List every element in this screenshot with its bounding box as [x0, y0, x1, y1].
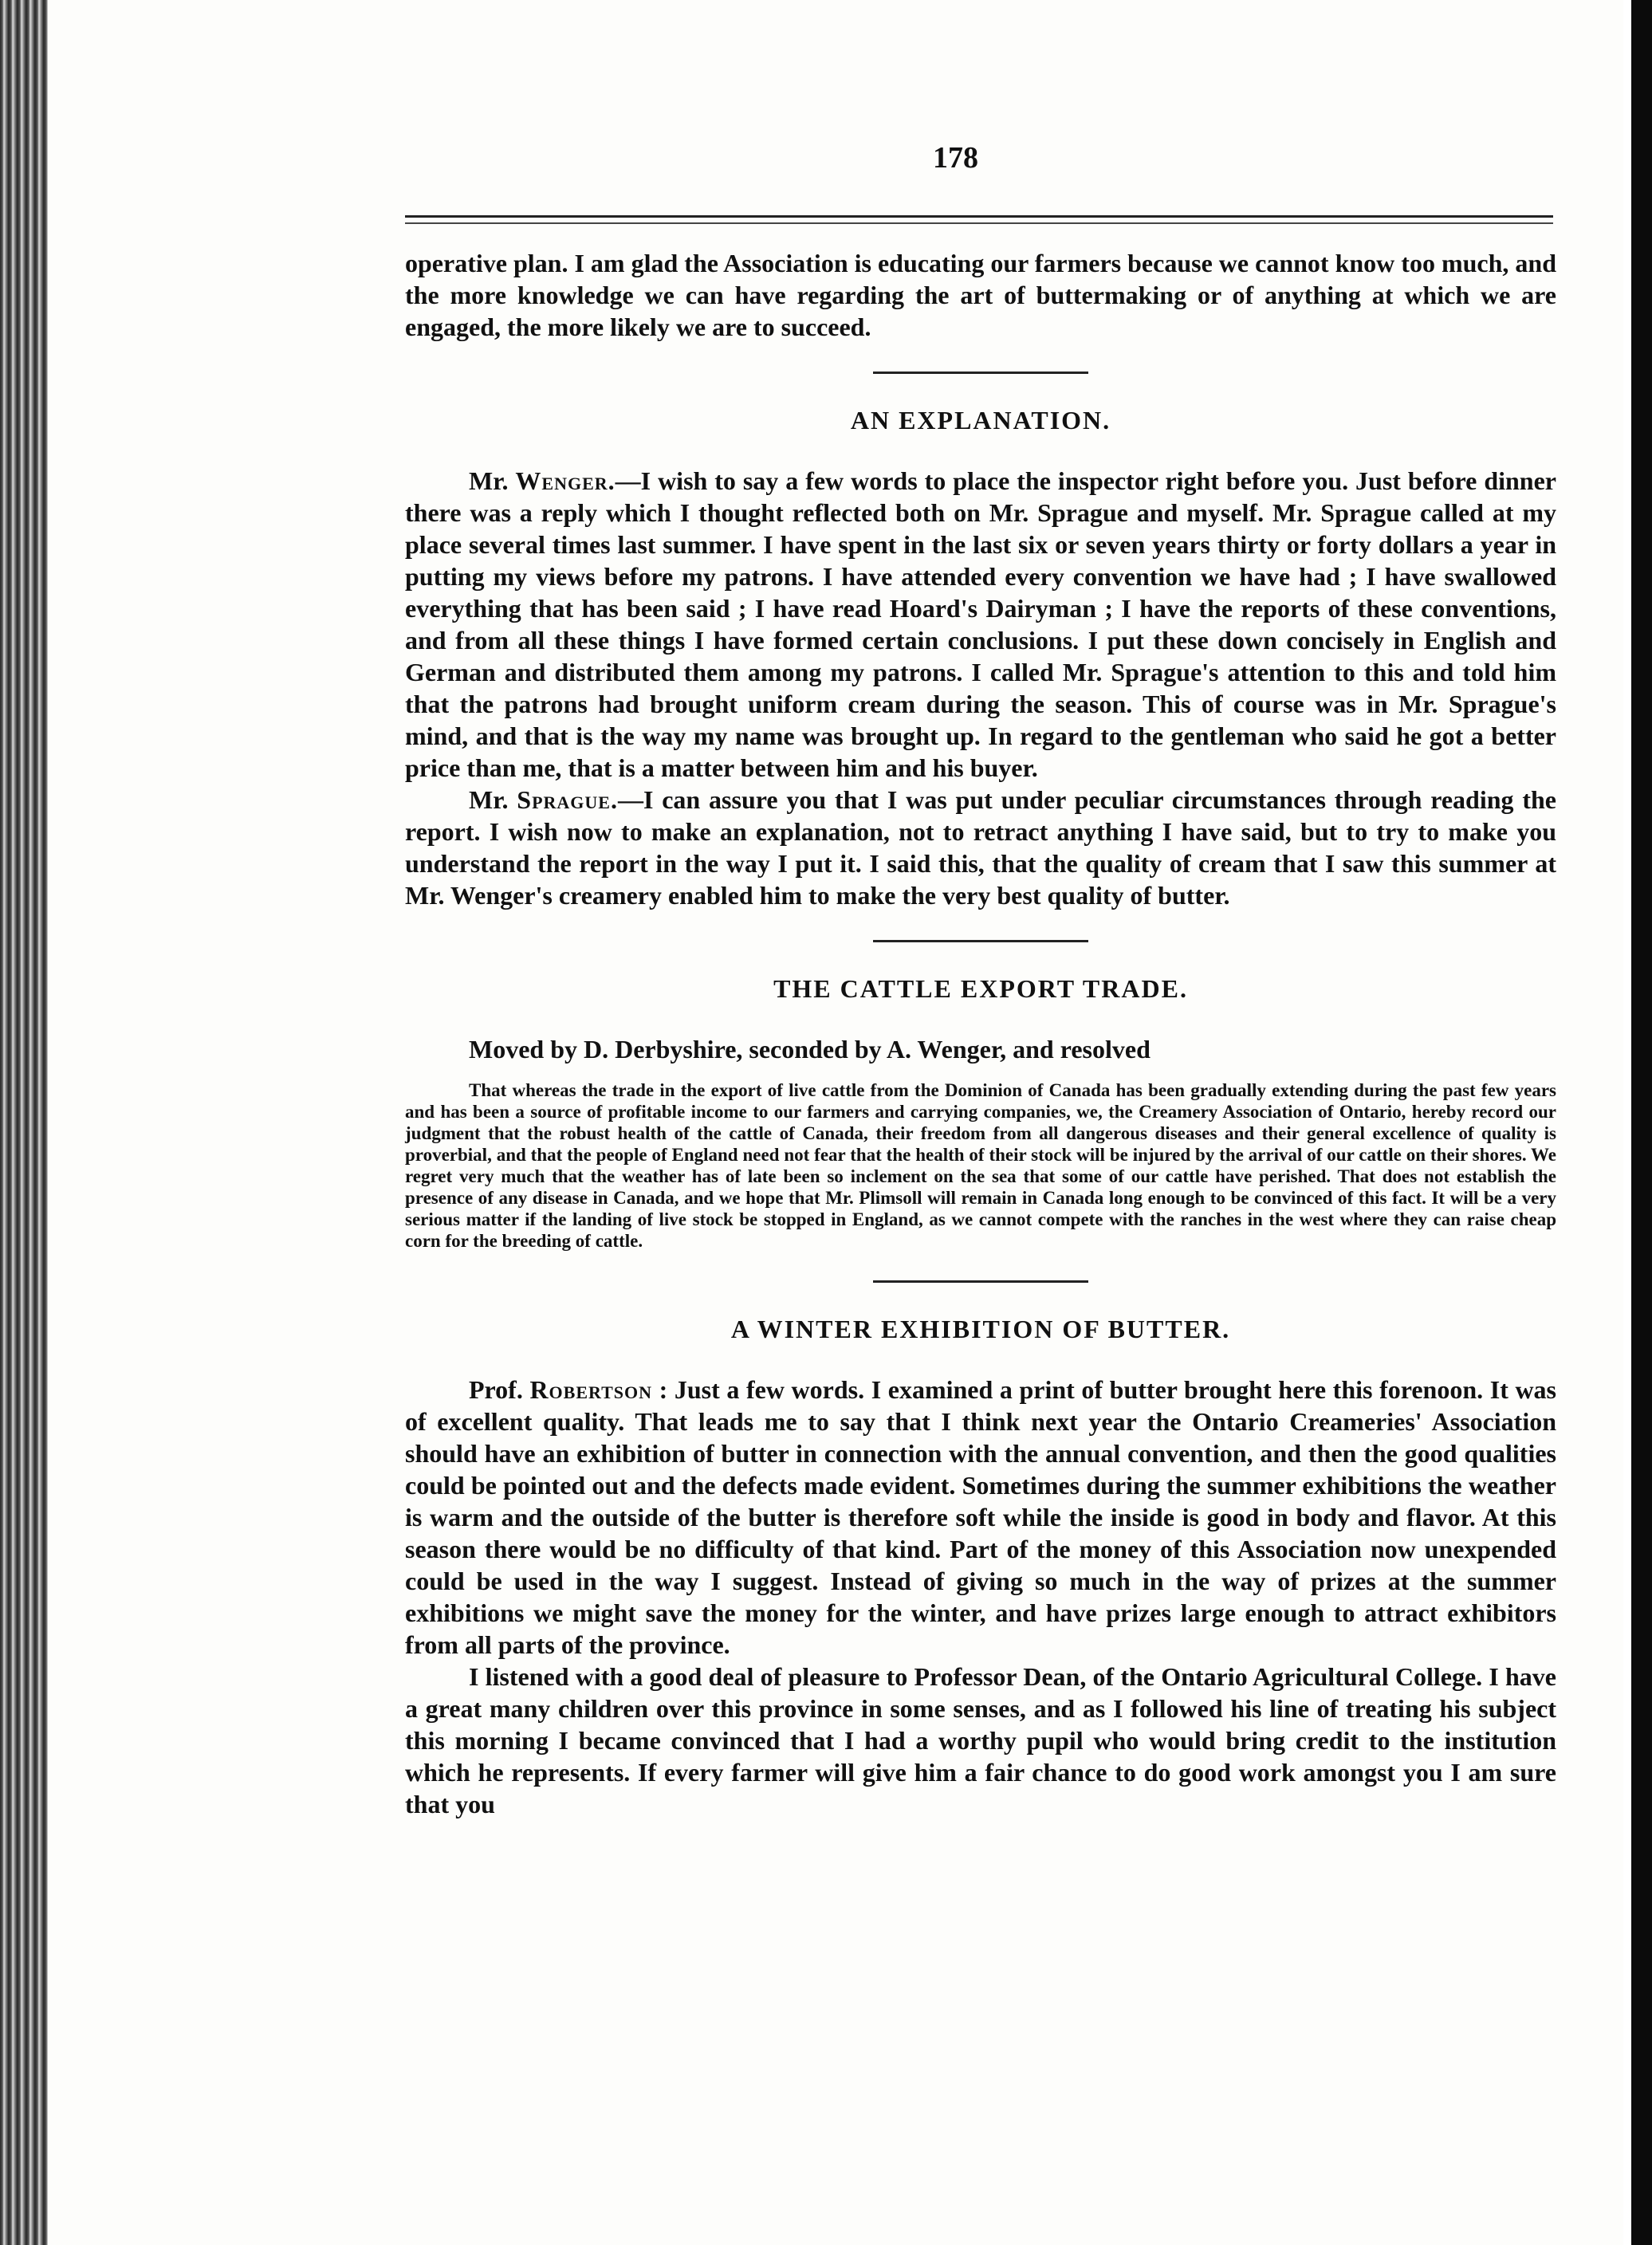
header-double-rule — [405, 215, 1553, 224]
speaker-name: Sprague. — [517, 785, 618, 814]
section-heading-cattle-export: THE CATTLE EXPORT TRADE. — [773, 974, 1188, 1003]
section-divider — [873, 1280, 1088, 1283]
paragraph-text: —I can assure you that I was put under peculiar circumstances through reading the report. I wish now to make an explanation, not to retract anything I have said, but to try to make you understand the report in the way I put it. I said this, that the quality of cream that I saw this summer at Mr. Wenger's creamery enabled him to make the very best quality of butter. — [405, 785, 1557, 910]
section-heading-winter-exhibition: A WINTER EXHIBITION OF BUTTER. — [730, 1315, 1231, 1343]
section-divider — [873, 940, 1088, 942]
speaker-prefix: Mr. — [469, 466, 516, 495]
sprague-paragraph — [405, 784, 1556, 911]
dean-paragraph: I listened with a good deal of pleasure to Professor Dean, of the Ontario Agricultural College. I have a great many children over this province in some senses, and as I followed his line of treating his subject this morning I became convinced that I had a worthy pupil who would bring credit to the institution which he represents. If every farmer will give him a fair chance to do good work amongst you I am sure that you — [405, 1662, 1556, 1818]
speaker-prefix: Mr. — [469, 785, 517, 814]
speaker-prefix: Prof. — [469, 1375, 530, 1404]
motion-line: Moved by D. Derbyshire, seconded by A. Wenger, and resolved — [469, 1035, 1150, 1064]
scan-right-border — [1631, 0, 1652, 2245]
speaker-name: Robertson — [529, 1375, 653, 1404]
robertson-paragraph — [405, 1374, 1556, 1661]
section-heading-explanation: AN EXPLANATION. — [850, 406, 1111, 434]
page-content — [405, 247, 1556, 1820]
paragraph-text: —I wish to say a few words to place the inspector right before you. Just before dinner there was a reply which I thought reflected both on Mr. Sprague and myself. Mr. Sprague called at my place several times last summer. I have spent in the last six or seven years thirty or forty dollars a year in putting my views before my patrons. I have attended every convention we have had ; I have swallowed everything that has been said ; I have read Hoard's Dairyman ; I have the reports of these conventions, and from all these things I have formed certain conclusions. I put these down concisely in English and German and distributed them among my patrons. I called Mr. Sprague's attention to this and told him that the patrons had brought uniform cream during the season. This of course was in Mr. Sprague's mind, and that is the way my name was brought up. In regard to the gentleman who said he got a better price than me, that is a matter between him and his buyer. — [405, 466, 1557, 782]
speaker-name: Wenger. — [515, 466, 616, 495]
section-divider — [873, 372, 1088, 374]
intro-paragraph: operative plan. I am glad the Association is educating our farmers because we cannot know too much, and the more knowledge we can have regarding the art of buttermaking or of anything at which we are engaged, the more likely we are to succeed. — [405, 249, 1556, 341]
resolution-text: That whereas the trade in the export of live cattle from the Dominion of Canada has been gradually extending during the past few years and has been a source of profitable income to our farmers and carrying companies, we, the Creamery Association of Ontario, hereby record our judgment that the robust health of the cattle of Canada, their freedom from all dangerous diseases and their general excellence of quality is proverbial, and that the people of England need not fear that the health of their stock will be injured by the arrival of our cattle on their shores. We regret very much that the weather has of late been so inclement on the sea that some of our cattle have perished. That does not establish the presence of any disease in Canada, and we hope that Mr. Plimsoll will remain in Canada long enough to be convinced of this fact. It will be a very serious matter if the landing of live stock be stopped in England, as we cannot compete with the ranches in the west where they can raise cheap corn for the breeding of cattle. — [405, 1080, 1556, 1251]
page-right-margin — [1623, 0, 1631, 2245]
book-binding-edge — [0, 0, 48, 2245]
wenger-paragraph — [405, 465, 1556, 784]
page-number: 178 — [933, 141, 978, 175]
paragraph-text: : Just a few words. I examined a print of butter brought here this forenoon. It was of excellent quality. That leads me to say that I think next year the Ontario Creameries' Association should have an exhibition of butter in connection with the annual convention, and then the good qualities could be pointed out and the defects made evident. Sometimes during the summer exhibitions the weather is warm and the outside of the butter is therefore soft while the inside is good in body and flavor. At this season there would be no difficulty of that kind. Part of the money of this Association now unexpended could be used in the way I suggest. Instead of giving so much in the way of prizes at the summer exhibitions we might save the money for the winter, and have prizes large enough to attract exhibitors from all parts of the province. — [405, 1375, 1557, 1659]
